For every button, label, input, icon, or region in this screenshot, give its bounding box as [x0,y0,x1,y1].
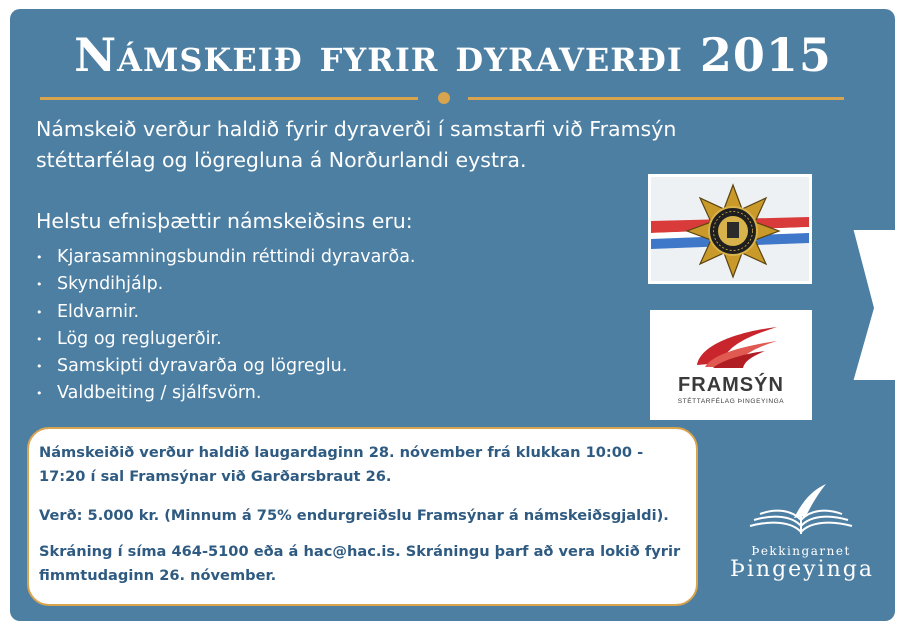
bullet-icon: • [36,305,43,319]
info-registration: Skráning í síma 464-5100 eða á hac@hac.is. Skráningu þarf að vera lokið fyrir fimmtudaginn 26. nóvember. [39,543,681,584]
bullet-icon: • [36,360,43,374]
police-star-icon [651,177,809,281]
list-item [36,353,416,380]
brand-line1: Þekkingarnet [751,544,851,558]
list-item [36,326,416,353]
info-box [27,427,698,606]
police-logo [648,174,812,284]
title-divider-dot [438,92,450,104]
topic-label: Kjarasamningsbundin réttindi dyravarða. [57,247,416,267]
list-item [36,244,416,271]
brand-line2: Þingeyinga [730,557,875,582]
framsyn-subtitle: STÉTTARFÉLAG ÞINGEYINGA [677,398,785,405]
topic-label: Eldvarnir. [57,301,140,322]
title-divider-left [40,97,418,100]
topics-list [36,244,416,408]
page-title: Námskeið fyrir dyraverði 2015 [74,28,832,82]
list-item [36,271,416,298]
brand-logo [730,480,875,582]
framsyn-logo [650,310,812,420]
framsyn-name: FRAMSÝN [678,374,784,396]
bullet-icon: • [36,387,43,401]
topics-heading: Helstu efnisþættir námskeiðsins eru: [36,209,413,233]
topic-label: Skyndihjálp. [57,274,164,295]
framsyn-swoosh-icon [653,313,809,417]
list-item [36,380,416,407]
intro-text: Námskeið verður haldið fyrir dyraverði í samstarfi við Framsýn stéttarfélag og lögregluna á Norðurlandi eystra. [36,117,677,172]
title-divider-right [468,97,844,100]
info-price: Verð: 5.000 kr. (Minnum á 75% endurgreiðslu Framsýnar á námskeiðsgjaldi). [39,507,669,524]
bullet-icon: • [36,278,43,292]
topic-label: Valdbeiting / sjálfsvörn. [57,383,262,404]
bullet-icon: • [36,332,43,346]
topic-label: Lög og reglugerðir. [57,328,222,349]
topic-label: Samskipti dyravarða og lögreglu. [57,356,348,377]
open-book-icon [746,480,856,542]
list-item [36,299,416,326]
bullet-icon: • [36,251,43,264]
info-when: Námskeiðið verður haldið laugardaginn 28. nóvember frá klukkan 10:00 - 17:20 í sal Framsýnar við Garðarsbraut 26. [39,444,644,485]
